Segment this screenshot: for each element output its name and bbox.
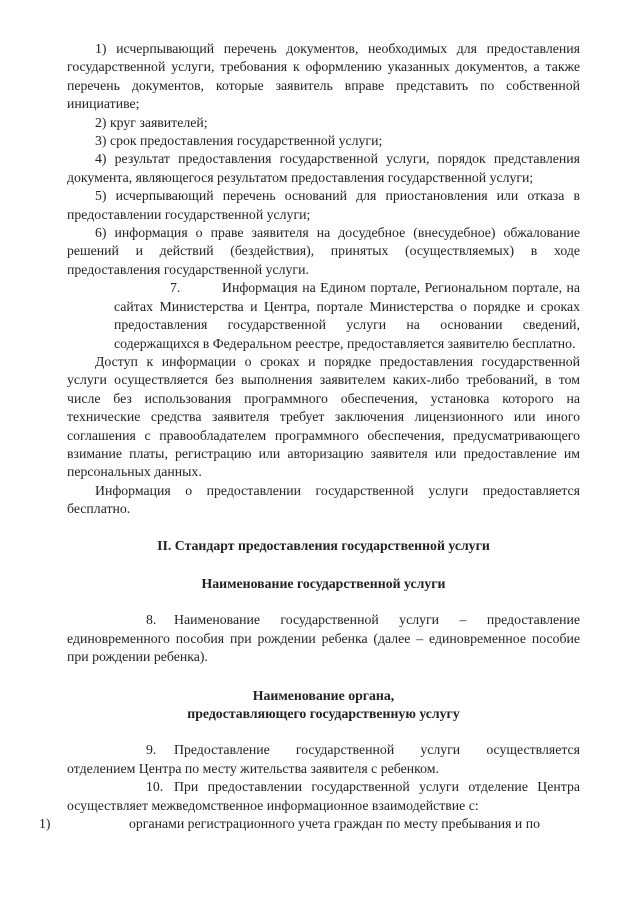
paragraph-10-text: При предоставлении государственной услуги отделение Центра осуществляет межведомственное информационное взаимодействие с: [67,779,580,813]
subsection-title-service-name: Наименование государственной услуги [201,575,446,591]
paragraph-8-text: Наименование государственной услуги – предоставление единовременного пособия при рождении ребенка (далее – единовременное пособие при рождении ребенка). [67,612,580,665]
section-title: II. Стандарт предоставления государственной услуги [157,537,490,553]
paragraph-7-number: 7. [170,280,181,296]
paragraph-free: Информация о предоставлении государственной услуги предоставляется бесплатно. [67,482,580,517]
paragraph-10 [67,778,580,815]
paragraph-9 [67,741,580,778]
paragraph-8-number: 8. [146,612,157,628]
list-item-6: 6) информация о праве заявителя на досудебное (внесудебное) обжалование решений и действий (бездействия), принятых (осуществляемых) в ходе предоставления государственной услуги. [67,225,580,277]
paragraph-9-number: 9. [146,742,157,758]
paragraph-7 [114,279,580,353]
list-item-1: 1) исчерпывающий перечень документов, необходимых для предоставления государственной услуги, требования к оформлению указанных документов, а также перечень документов, которые заявитель вправе представить по собственной инициативе; [67,41,580,112]
paragraph-9-text: Предоставление государственной услуги осуществляется отделением Центра по месту жительства заявителя с ребенком. [67,742,580,776]
list-item-5: 5) исчерпывающий перечень оснований для приостановления или отказа в предоставлении государственной услуги; [67,188,580,222]
interaction-list-item-1-number: 1) [39,816,51,832]
subsection-title-authority-line2: предоставляющего государственную услугу [187,706,460,721]
subsection-title-authority-line1: Наименование органа, [252,687,395,703]
list-item-2: 2) круг заявителей; [95,114,208,130]
paragraph-7-text: Информация на Едином портале, Региональном портале, на сайтах Министерства и Центра, портале Министерства о порядке и сроках предоставления государственной услуги на основании сведений, содержащихся в Федеральном реестре, предоставляется заявителю бесплатно. [114,280,580,351]
paragraph-access: Доступ к информации о сроках и порядке предоставления государственной услуги осуществляется без выполнения заявителем каких-либо требований, в том числе без использования программного обеспечения, установка которого на технические средства заявителя требует заключения лицензионного или иного соглашения с правообладателем программного обеспечения, предусматривающего взимание платы, регистрацию или авторизацию заявителя или предоставление им персональных данных. [67,353,580,480]
interaction-list-item-1 [39,815,580,833]
paragraph-10-number: 10. [146,779,164,795]
document-body [39,40,580,833]
paragraph-8 [67,611,580,666]
list-item-3: 3) срок предоставления государственной услуги; [95,133,383,149]
list-item-4: 4) результат предоставления государственной услуги, порядок представления документа, являющегося результатом предоставления государственной услуги; [67,151,580,185]
interaction-list-item-1-text: органами регистрационного учета граждан по месту пребывания и по [129,816,541,832]
